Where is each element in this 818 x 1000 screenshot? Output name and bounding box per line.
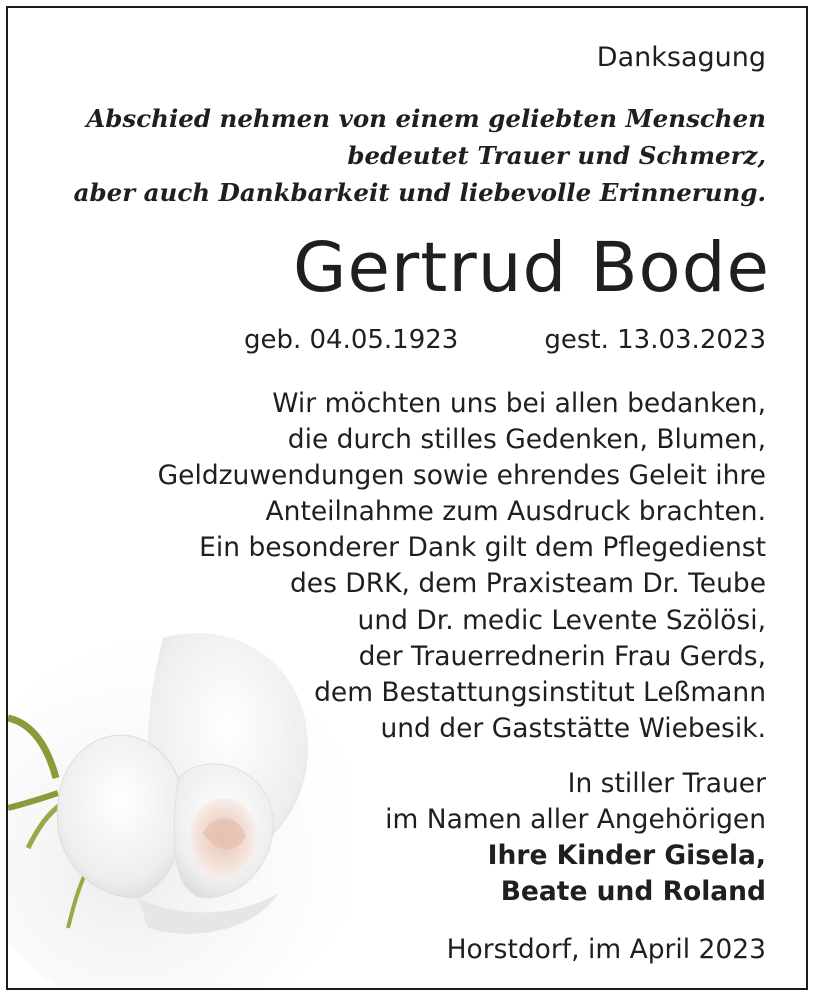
closing-text (385, 766, 766, 838)
signers (488, 838, 766, 910)
place-date: Horstdorf, im April 2023 (446, 934, 766, 965)
thanks-line: Ein besonderer Dank gilt dem Pflegedienst (199, 532, 766, 564)
signer-line: Ihre Kinder Gisela, (487, 840, 766, 871)
thanks-line: Wir möchten uns bei allen bedanken, (272, 388, 766, 419)
motto-line: aber auch Dankbarkeit und liebevolle Erinnerung. (73, 178, 766, 207)
death-date: gest. 13.03.2023 (544, 325, 766, 355)
birth-date: geb. 04.05.1923 (243, 325, 459, 355)
obituary-card (6, 6, 808, 990)
thanks-line: und der Gaststätte Wiebesik. (380, 712, 766, 744)
thanks-line: Anteilnahme zum Ausdruck brachten. (265, 496, 766, 528)
closing-line: im Namen aller Angehörigen (385, 804, 766, 835)
signer-line: Beate und Roland (500, 876, 766, 907)
life-dates (244, 325, 766, 355)
motto-line: Abschied nehmen von einem geliebten Menschen (86, 104, 766, 133)
deceased-name: Gertrud Bode (293, 228, 770, 308)
thanks-line: dem Bestattungsinstitut Leßmann (314, 676, 766, 708)
thanks-text (158, 386, 766, 747)
thanks-line: Geldzuwendungen sowie ehrendes Geleit ihre (157, 460, 766, 492)
motto-line: bedeutet Trauer und Schmerz, (347, 141, 766, 170)
closing-line: In stiller Trauer (567, 768, 766, 799)
thanks-line: der Trauerrednerin Frau Gerds, (358, 640, 766, 672)
motto (74, 100, 766, 211)
thanks-line: die durch stilles Gedenken, Blumen, (287, 424, 766, 456)
thanks-line: und Dr. medic Levente Szölösi, (357, 604, 766, 636)
thanks-line: des DRK, dem Praxisteam Dr. Teube (289, 568, 766, 600)
notice-heading: Danksagung (596, 42, 766, 73)
